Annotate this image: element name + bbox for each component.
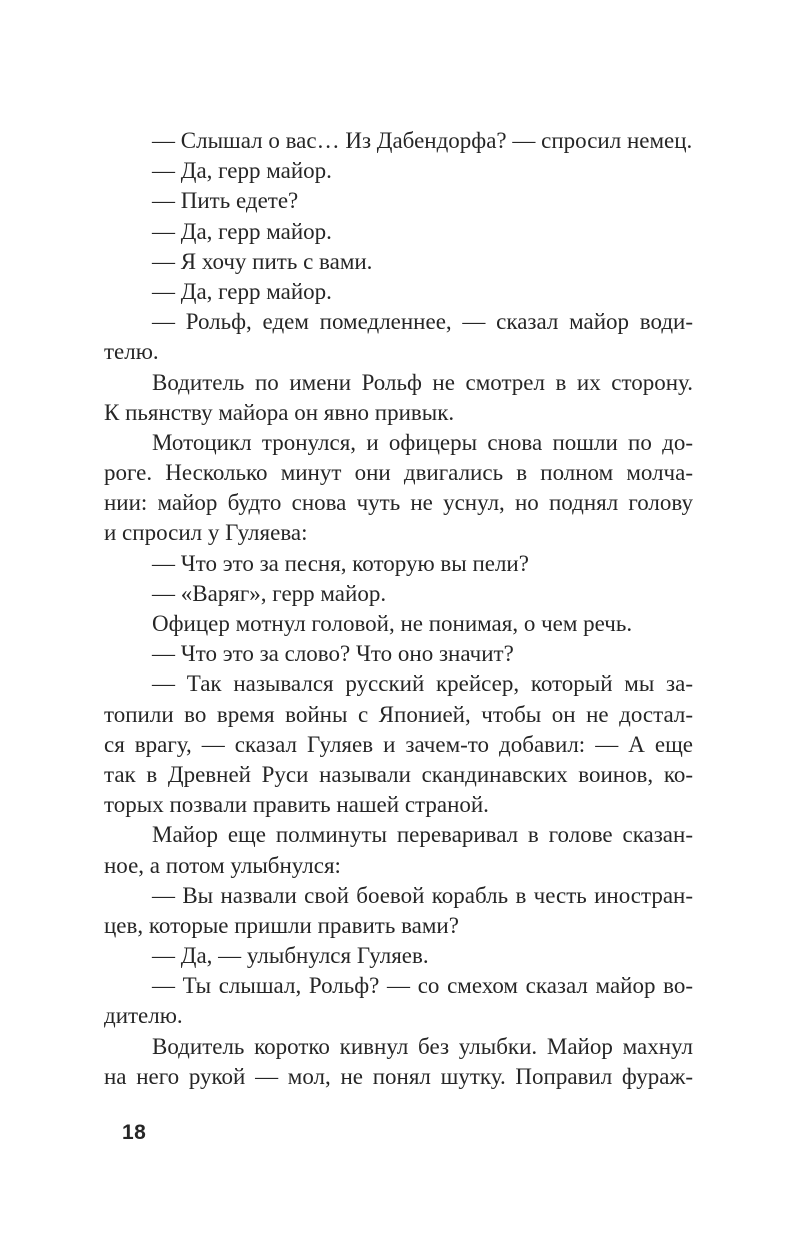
text-line: — «Варяг», герр майор. xyxy=(152,580,387,606)
text-line: Водитель коротко кивнул без улыбки. Майор махнул xyxy=(152,1033,693,1059)
text-line: Мотоцикл тронулся, и офицеры снова пошли по до- xyxy=(152,429,693,455)
text-line: торых позвали править нашей страной. xyxy=(104,792,489,818)
text-line: цев, которые пришли править вами? xyxy=(104,912,459,938)
text-line: телю. xyxy=(104,339,159,365)
text-line: — Ты слышал, Рольф? — со смехом сказал майор во- xyxy=(152,973,693,999)
text-line: — Да, герр майор. xyxy=(152,158,332,184)
text-line: — Так назывался русский крейсер, который мы за- xyxy=(152,671,693,697)
text-line: Майор еще полминуты переваривал в голове сказан- xyxy=(152,822,693,848)
text-line: — Слышал о вас… Из Дабендорфа? — спросил немец. xyxy=(152,128,693,153)
text-line: и спросил у Гуляева: xyxy=(104,520,308,546)
text-line: — Пить едете? xyxy=(152,188,299,214)
text-line: нии: майор будто снова чуть не уснул, но поднял голову xyxy=(104,490,693,516)
text-line: — Что это за песня, которую вы пели? xyxy=(152,550,529,576)
text-line: Водитель по имени Рольф не смотрел в их сторону. xyxy=(152,369,693,395)
text-line: дителю. xyxy=(104,1003,183,1029)
text-line: К пьянству майора он явно привык. xyxy=(104,399,455,425)
text-line: — Вы назвали свой боевой корабль в честь иностран- xyxy=(152,882,693,908)
text-line: — Я хочу пить с вами. xyxy=(152,248,373,274)
text-line: — Да, герр майор. xyxy=(152,218,332,244)
text-line: топили во время войны с Японией, чтобы он не достал- xyxy=(104,701,693,727)
page-text xyxy=(104,126,693,1092)
text-line: роге. Несколько минут они двигались в полном молча- xyxy=(104,460,693,486)
text-line: — Да, герр майор. xyxy=(152,278,332,304)
page-number: 18 xyxy=(122,1121,147,1144)
text-line: — Рольф, едем помедленнее, — сказал майор води- xyxy=(152,309,693,335)
text-line: Офицер мотнул головой, не понимая, о чем речь. xyxy=(152,611,633,636)
text-line: на него рукой — мол, не понял шутку. Поправил фураж- xyxy=(104,1063,693,1089)
text-line: ное, а потом улыбнулся: xyxy=(104,852,341,878)
text-line: — Да, — улыбнулся Гуляев. xyxy=(152,943,429,969)
text-line: так в Древней Руси называли скандинавских воинов, ко- xyxy=(104,761,693,787)
text-line: — Что это за слово? Что оно значит? xyxy=(152,641,514,667)
text-line: ся врагу, — сказал Гуляев и зачем-то добавил: — А еще xyxy=(104,731,693,757)
